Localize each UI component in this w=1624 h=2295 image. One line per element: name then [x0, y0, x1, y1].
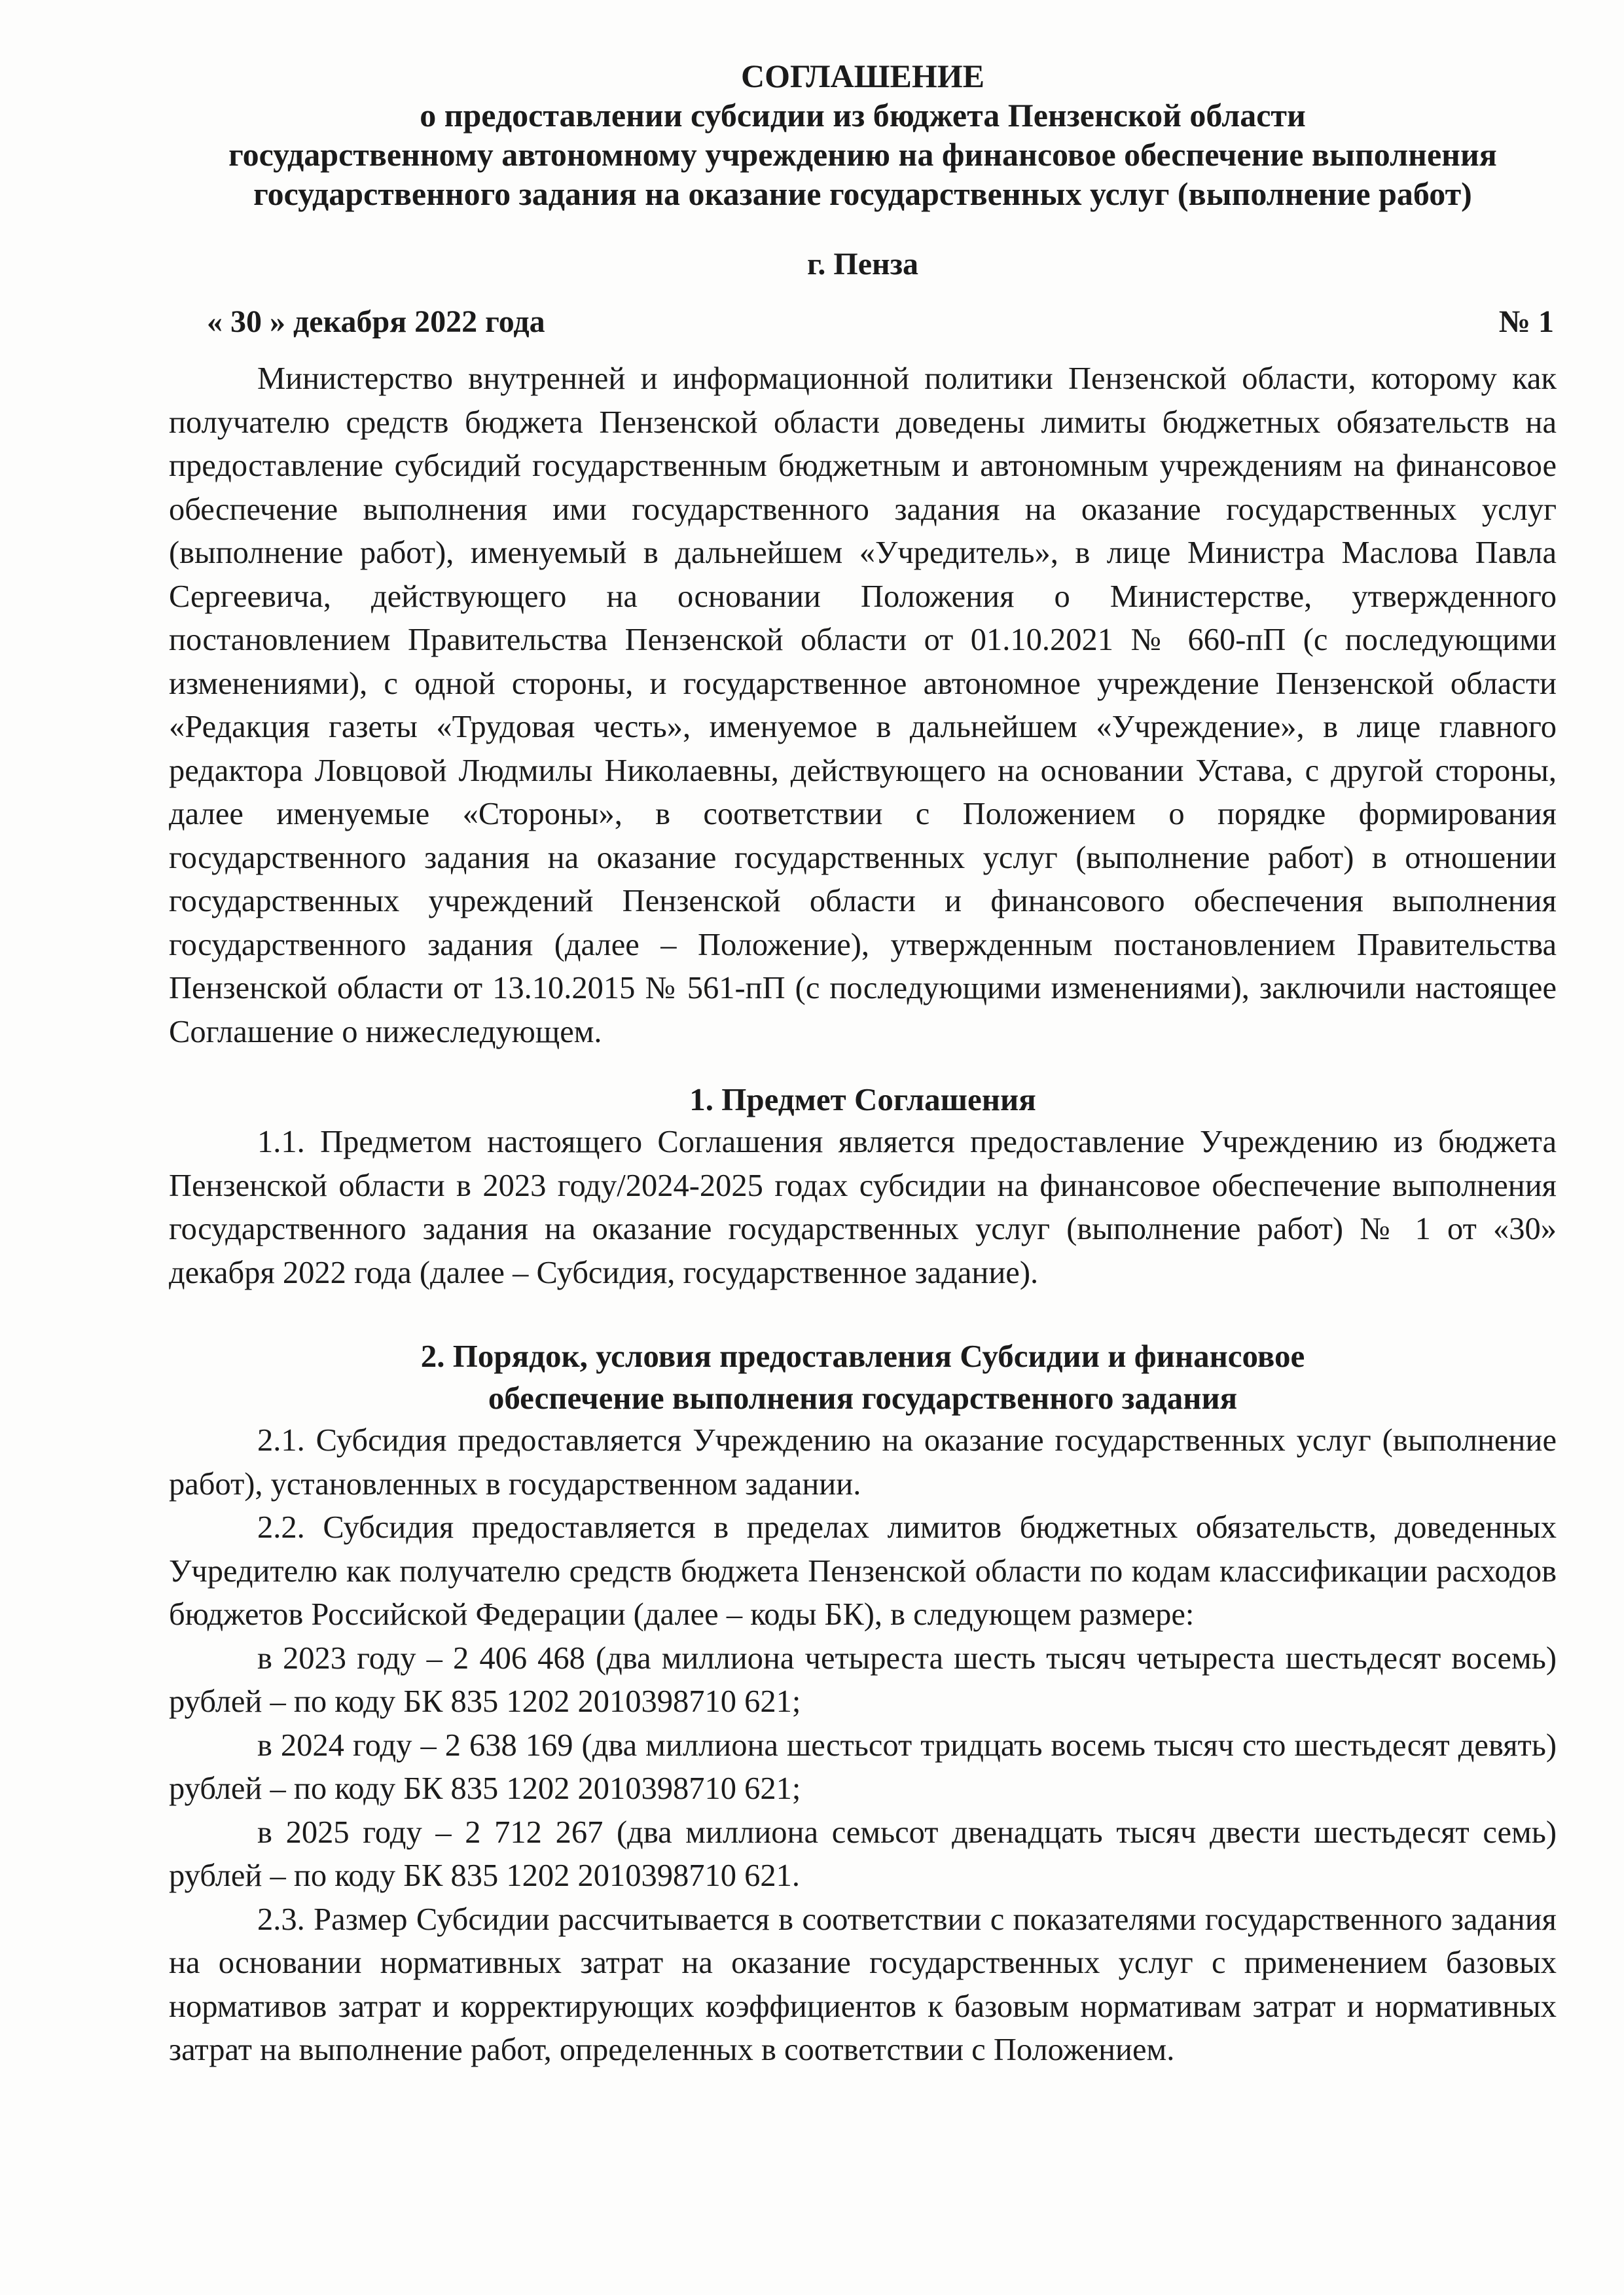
date-number-row	[169, 302, 1557, 342]
section-2-title-line2: обеспечение выполнения государственного задания	[488, 1380, 1238, 1416]
document-date: « 30 » декабря 2022 года	[207, 304, 545, 339]
amount-2025: в 2025 году – 2 712 267 (два миллиона семьсот двенадцать тысяч двести шестьдесят семь) рублей – по коду БК 835 1202 2010398710 621.	[169, 1815, 1557, 1893]
document-subtitle-line3: государственного задания на оказание государственных услуг (выполнение работ)	[253, 175, 1472, 212]
section-1-title: 1. Предмет Соглашения	[689, 1081, 1036, 1117]
clause-2-1: 2.1. Субсидия предоставляется Учреждению на оказание государственных услуг (выполнение работ), установленных в государственном задании.	[169, 1423, 1557, 1502]
document-content	[169, 56, 1557, 2072]
document-city: г. Пенза	[807, 247, 918, 281]
document-subtitle-line2: государственному автономному учреждению на финансовое обеспечение выполнения	[228, 136, 1497, 173]
clause-2-2: 2.2. Субсидия предоставляется в пределах лимитов бюджетных обязательств, доведенных Учредителю как получателю средств бюджета Пензенской области по кодам классификации расходов бюджетов Российской Федерации (далее – коды БК), в следующем размере:	[169, 1510, 1557, 1632]
clause-2-3: 2.3. Размер Субсидии рассчитывается в соответствии с показателями государственного задания на основании нормативных затрат на оказание государственных услуг с применением базовых нормативов затрат и корректирующих коэффициентов к базовым нормативам затрат и нормативных затрат на выполнение работ, определенных в соответствии с Положением.	[169, 1902, 1557, 2067]
amount-2023: в 2023 году – 2 406 468 (два миллиона четыреста шесть тысяч четыреста шестьдесят восемь) рублей – по коду БК 835 1202 2010398710 621;	[169, 1640, 1557, 1719]
document-subtitle-line1: о предоставлении субсидии из бюджета Пензенской области	[420, 97, 1306, 134]
clause-1-1: 1.1. Предметом настоящего Соглашения является предоставление Учреждению из бюджета Пензенской области в 2023 году/2024-2025 годах субсидии на финансовое обеспечение выполнения государственного задания на оказание государственных услуг (выполнение работ) № 1 от «30» декабря 2022 года (далее – Субсидия, государственное задание).	[169, 1125, 1557, 1290]
preamble-paragraph: Министерство внутренней и информационной политики Пензенской области, которому как получателю средств бюджета Пензенской области доведены лимиты бюджетных обязательств на предоставление субсидий государственным бюджетным и автономным учреждениям на финансовое обеспечение выполнения ими государственного задания на оказание государственных услуг (выполнение работ), именуемый в дальнейшем «Учредитель», в лице Министра Маслова Павла Сергеевича, действующего на основании Положения о Министерстве, утвержденного постановлением Правительства Пензенской области от 01.10.2021 № 660-пП (с последующими изменениями), с одной стороны, и государственное автономное учреждение Пензенской области «Редакция газеты «Трудовая честь», именуемое в дальнейшем «Учреждение», в лице главного редактора Ловцовой Людмилы Николаевны, действующего на основании Устава, с другой стороны, далее именуемые «Стороны», в соответствии с Положением о порядке формирования государственного задания на оказание государственных услуг (выполнение работ) в отношении государственных учреждений Пензенской области и финансового обеспечения выполнения государственного задания (далее – Положение), утвержденным постановлением Правительства Пензенской области от 13.10.2015 № 561-пП (с последующими изменениями), заключили настоящее Соглашение о нижеследующем.	[169, 361, 1557, 1049]
amount-2024: в 2024 году – 2 638 169 (два миллиона шестьсот тридцать восемь тысяч сто шестьдесят девять) рублей – по коду БК 835 1202 2010398710 621;	[169, 1727, 1557, 1806]
document-number: № 1	[1498, 304, 1554, 339]
section-2-title-line1: 2. Порядок, условия предоставления Субсидии и финансовое	[420, 1338, 1305, 1374]
document-title: СОГЛАШЕНИЕ	[740, 58, 985, 94]
